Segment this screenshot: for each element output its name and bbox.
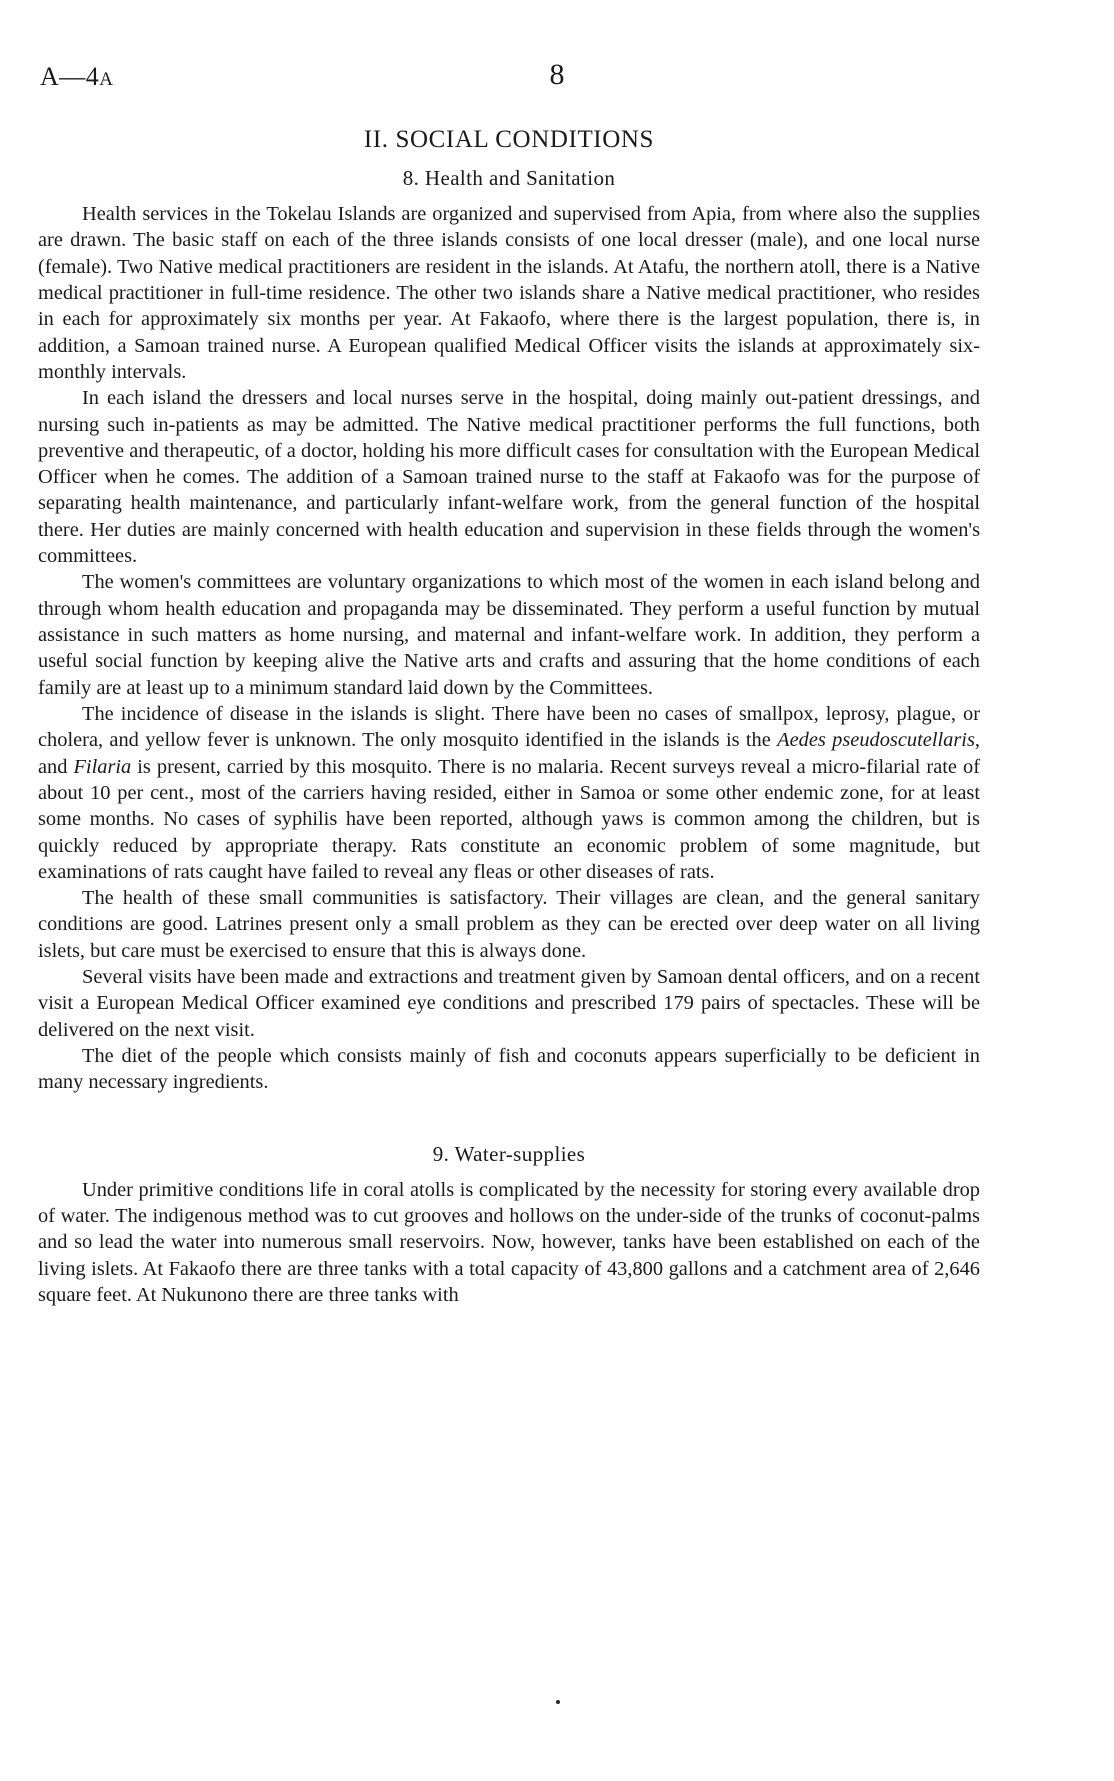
subsection-title-water: 9. Water-supplies bbox=[432, 1141, 586, 1166]
document-code-suffix: A bbox=[99, 69, 114, 90]
species-name-aedes: Aedes pseudoscutellaris bbox=[777, 729, 975, 752]
paragraph: Health services in the Tokelau Islands are organized and supervised from Apia, from where also the supplies are drawn. The basic staff on each of the three islands consists of one local dresser (male), and one local nurse (female). Two Native medical practitioners are resident in the islands. At Atafu, the northern atoll, there is a Native medical practitioner in full-time residence. The other two islands share a Native medical practitioner, who resides in each for approximately six months per year. At Fakaofo, where there is the largest population, there is, in addition, a Samoan trained nurse. A European qualified Medical Officer visits the islands at approximately six-monthly intervals. bbox=[38, 203, 980, 383]
paragraph: The women's committees are voluntary organizations to which most of the women in each island belong and through whom health education and propaganda may be disseminated. They perform a useful function by mutual assistance in such matters as home nursing, and maternal and infant-welfare work. In addition, they perform a useful social function by keeping alive the Native arts and crafts and assuring that the home conditions of each family are at least up to a minimum standard laid down by the Committees. bbox=[38, 571, 980, 699]
paragraph: In each island the dressers and local nurses serve in the hospital, doing mainly out-patient dressings, and nursing such in-patients as may be admitted. The Native medical practitioner performs the full functions, both preventive and therapeutic, of a doctor, holding his more difficult cases for consultation with the European Medical Officer when he comes. The addition of a Samoan trained nurse to the staff at Fakaofo was for the purpose of separating health maintenance, and particularly infant-welfare work, from the general function of the hospital there. Her duties are mainly concerned with health education and supervision in these fields through the women's committees. bbox=[38, 387, 980, 568]
document-body bbox=[38, 126, 980, 1308]
page-number: 8 bbox=[549, 58, 565, 91]
paragraph: The health of these small communities is satisfactory. Their villages are clean, and the general sanitary conditions are good. Latrines present only a small problem as they can be erected over deep water on all living islets, but care must be exercised to ensure that this is always done. bbox=[38, 887, 980, 962]
disease-text-part3: is present, carried by this mosquito. There is no malaria. Recent surveys reveal a micro-filarial rate of about 10 per cent., most of the carriers having resided, either in Samoa or some other endemic zone, for at least some months. No cases of syphilis have been reported, although yaws is common among the children, but is quickly reduced by appropriate therapy. Rats constitute an economic problem of some magnitude, but examinations of rats caught have failed to reveal any fleas or other diseases of rats. bbox=[38, 755, 980, 883]
section-title: II. SOCIAL CONDITIONS bbox=[363, 126, 655, 153]
disease-text-part1: The incidence of disease in the islands is slight. There have been no cases of smallpox, leprosy, plague, or cholera, and yellow fever is unknown. The only mosquito identified in the islands is the bbox=[38, 702, 980, 752]
species-name-filaria: Filaria bbox=[73, 755, 132, 778]
paragraph: Several visits have been made and extractions and treatment given by Samoan dental officers, and on a recent visit a European Medical Officer examined eye conditions and prescribed 179 pairs of spectacles. These will be delivered on the next visit. bbox=[38, 966, 980, 1041]
page-header bbox=[0, 58, 1114, 102]
document-code-main: A—4 bbox=[40, 62, 100, 91]
disease-text-part2: , and bbox=[38, 729, 980, 778]
paragraph-disease bbox=[38, 701, 980, 885]
paragraph: The diet of the people which consists mainly of fish and coconuts appears superficially to be deficient in many necessary ingredients. bbox=[38, 1045, 980, 1094]
footer-mark bbox=[556, 1700, 560, 1704]
paragraph: Under primitive conditions life in coral atolls is complicated by the necessity for storing every available drop of water. The indigenous method was to cut grooves and hollows on the under-side of the trunks of coconut-palms and so lead the water into numerous small reservoirs. Now, however, tanks have been established on each of the living islets. At Fakaofo there are three tanks with a total capacity of 43,800 gallons and a catchment area of 2,646 square feet. At Nukunono there are three tanks with bbox=[38, 1178, 980, 1306]
section-spacer bbox=[38, 1096, 980, 1142]
subsection-title-health: 8. Health and Sanitation bbox=[402, 166, 616, 190]
